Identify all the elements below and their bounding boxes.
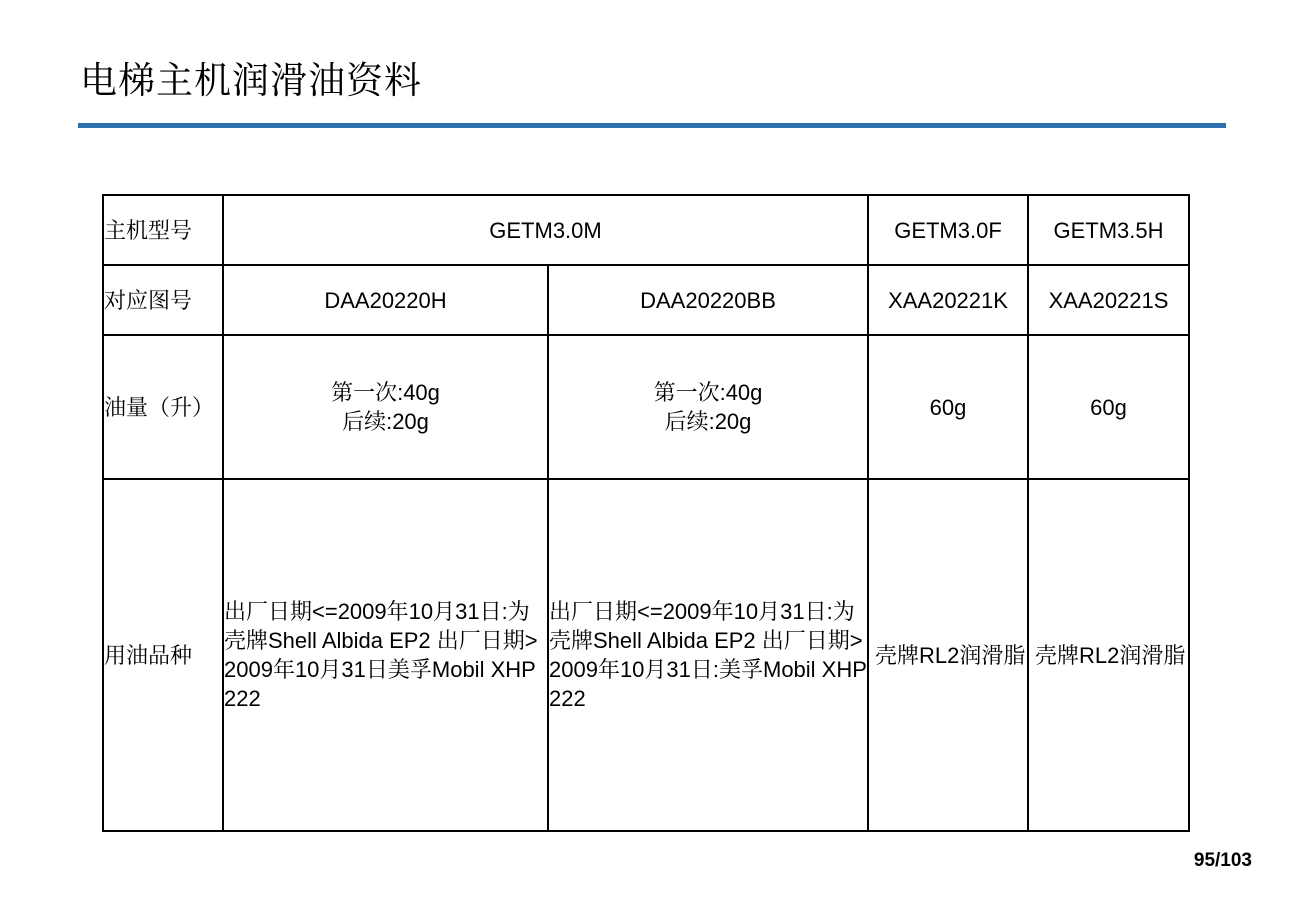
cell-drawing-col4: XAA20221S [1028,265,1189,335]
cell-oil-amount-col1 [223,335,548,479]
cell-drawing-col2: DAA20220BB [548,265,868,335]
cell-model-merged: GETM3.0M [223,195,868,265]
oil-amount-first: 第一次:40g [653,380,763,405]
oil-amount-first: 第一次:40g [331,380,440,405]
title-divider [78,123,1226,128]
cell-drawing-col3: XAA20221K [868,265,1028,335]
cell-oil-amount-col4: 60g [1028,335,1189,479]
lubrication-table-wrapper [102,194,1188,832]
page-number: 95/103 [1193,850,1252,871]
cell-oil-type-col2: 出厂日期<=2009年10月31日:为壳牌Shell Albida EP2 出厂日期>2009年10月31日:美孚Mobil XHP222 [548,479,868,831]
cell-oil-type-col3: 壳牌RL2润滑脂 [868,479,1028,831]
cell-oil-type-col1: 出厂日期<=2009年10月31日:为壳牌Shell Albida EP2 出厂日期>2009年10月31日美孚Mobil XHP222 [223,479,548,831]
cell-model-col4: GETM3.5H [1028,195,1189,265]
table-row [103,335,1189,479]
page-title: 电梯主机润滑油资料 [80,61,422,102]
cell-model-col3: GETM3.0F [868,195,1028,265]
cell-oil-amount-col3: 60g [868,335,1028,479]
row-label-oil-type: 用油品种 [103,479,223,831]
oil-amount-subsequent: 后续:20g [342,409,429,434]
row-label-oil-amount: 油量（升） [103,335,223,479]
table-row [103,265,1189,335]
cell-oil-type-col4: 壳牌RL2润滑脂 [1028,479,1189,831]
cell-drawing-col1: DAA20220H [223,265,548,335]
row-label-model: 主机型号 [103,195,223,265]
table-row [103,195,1189,265]
oil-amount-subsequent: 后续:20g [664,409,752,434]
row-label-drawing: 对应图号 [103,265,223,335]
lubrication-table [102,194,1190,832]
table-row [103,479,1189,831]
cell-oil-amount-col2 [548,335,868,479]
